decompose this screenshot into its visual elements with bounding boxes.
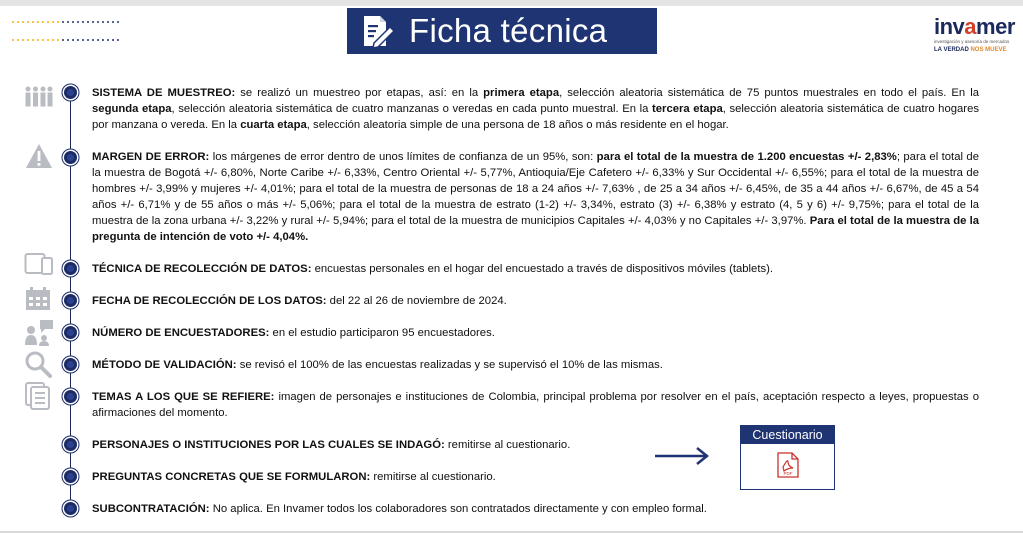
interviewers-icon — [24, 318, 54, 346]
timeline-bullet — [64, 262, 77, 275]
timeline-bullet — [64, 326, 77, 339]
timeline-bullet — [64, 390, 77, 403]
timeline-bullet — [64, 294, 77, 307]
item-preguntas: PREGUNTAS CONCRETAS QUE SE FORMULARON: remitirse al cuestionario. — [92, 471, 496, 483]
item-tecnica-recoleccion: TÉCNICA DE RECOLECCIÓN DE DATOS: encuestas personales en el hogar del encuestado a través de dispositivos móviles (tablets). — [92, 263, 774, 275]
timeline-bullet — [64, 86, 77, 99]
pdf-icon[interactable] — [776, 452, 800, 478]
invamer-logo: invamer investigación y asesoría de mercados LA VERDAD NOS MUEVE — [934, 14, 1015, 53]
page-title: Ficha técnica — [409, 12, 608, 49]
magnifier-icon — [24, 350, 52, 378]
timeline-bullet — [64, 470, 77, 483]
timeline-bullet — [64, 502, 77, 515]
arrow-right-icon — [654, 446, 710, 466]
svg-text:PDF: PDF — [783, 471, 792, 476]
people-group-icon — [24, 84, 54, 108]
item-sistema-muestreo: SISTEMA DE MUESTREO: se realizó un muestreo por etapas, así: en la primera etapa, selección aleatoria sistemática de 75 puntos muestrales en todo el país. En la segunda etapa, selección aleatoria sistemática de cuatro manzanas o veredas en cada punto muestral. En la tercera etapa, selección aleatoria sistemática de cuatro hogares por manzana o vereda. En la cuarta etapa, selección aleatoria simple de una persona de 18 años o más residente en el hogar. — [92, 87, 980, 131]
item-subcontratacion: SUBCONTRATACIÓN: No aplica. En Invamer todos los colaboradores son contratados directamente y con empleo formal. — [92, 503, 707, 515]
documents-icon — [24, 381, 52, 411]
timeline-bullet — [64, 438, 77, 451]
item-fecha-recoleccion: FECHA DE RECOLECCIÓN DE LOS DATOS: del 22 al 26 de noviembre de 2024. — [92, 295, 507, 307]
calendar-icon — [24, 286, 52, 312]
questionnaire-link[interactable] — [740, 425, 835, 490]
item-margen-error: MARGEN DE ERROR: los márgenes de error dentro de unos límites de confianza de un 95%, son: para el total de la muestra de 1.200 encuestas +/- 2,83%; para el total de la muestra de Bogotá +/- 6,80%, Norte Caribe +/- 6,33%, Centro Oriental +/- 5,77%, Antioquia/Eje Cafetero +/- 6,33% y Sur Occidental +/- 6,55%; para el total de la muestra de hombres +/- 3,99% y mujeres +/- 4,01%; para el total de la muestra de personas de 18 a 24 años +/- 7,63% , de 25 a 34 años +/- 6,45%, de 35 a 44 años +/- 6,67%, de 45 a 54 años +/- 6,71% y de 55 años o más +/- 5,06%; para el total de la muestra de estrato (1-2) +/- 3,34%, estrato (3) +/- 6,38% y estrato (4, 5 y 6) +/- 9,75%; para el total de la muestra de la zona urbana +/- 3,22% y rural +/- 5,94%; para el total de la muestra de municipios Capitales +/- 4,03% y no Capitales +/- 3,97%. Para el total de la muestra de la pregunta de intención de voto +/- 4,04%. — [92, 151, 979, 243]
document-edit-icon — [359, 13, 395, 49]
timeline-bullet — [64, 358, 77, 371]
warning-icon — [24, 142, 54, 170]
item-temas: TEMAS A LOS QUE SE REFIERE: imagen de personajes e instituciones de Colombia, principal problema por resolver en el país, aceptación respecto a leyes, propuestas o afirmaciones del momento. — [92, 391, 979, 419]
item-personajes: PERSONAJES O INSTITUCIONES POR LAS CUALES SE INDAGÓ: remitirse al cuestionario. — [92, 439, 571, 451]
tablet-phone-icon — [24, 252, 54, 276]
title-banner — [347, 8, 657, 54]
item-numero-encuestadores: NÚMERO DE ENCUESTADORES: en el estudio participaron 95 encuestadores. — [92, 327, 495, 339]
top-border — [0, 0, 1023, 6]
timeline-bullet — [64, 151, 77, 164]
item-metodo-validacion: MÉTODO DE VALIDACIÓN: se revisó el 100% de las encuestas realizadas y se supervisó el 10% de las mismas. — [92, 359, 663, 371]
questionnaire-label: Cuestionario — [741, 426, 834, 444]
decorative-dots — [12, 13, 122, 49]
